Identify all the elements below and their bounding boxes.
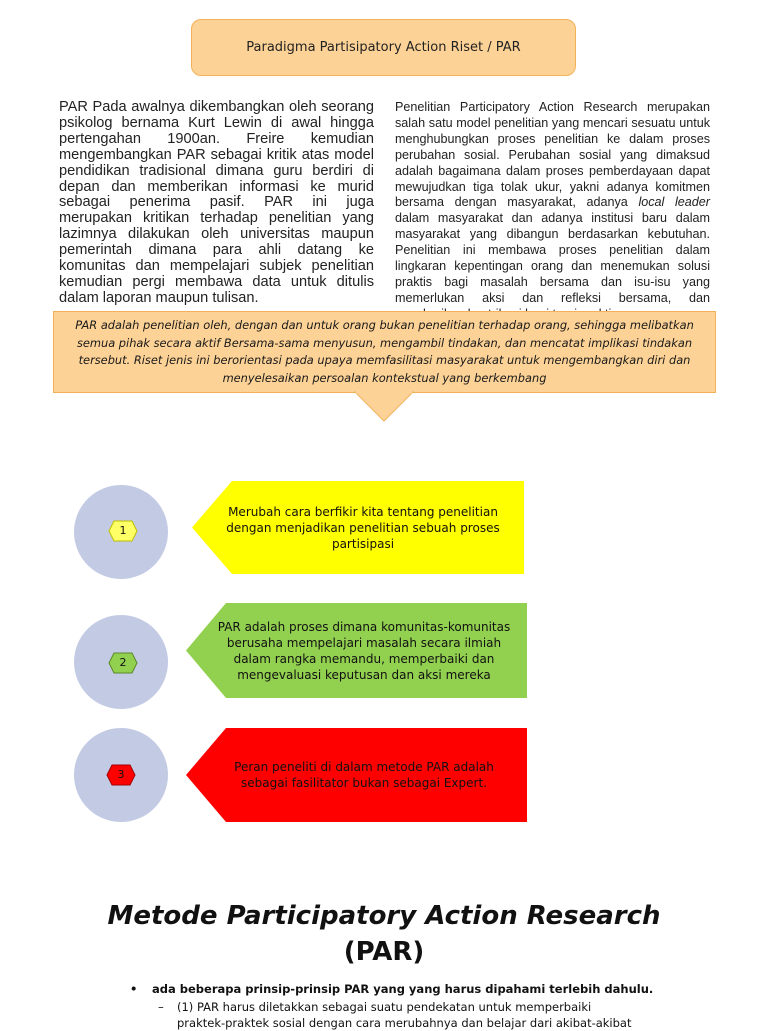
callout-text: PAR adalah penelitian oleh, dengan dan untuk orang bukan penelitian terhadap orang, sehingga melibatkan semua pihak secara aktif Bersama-sama menyusun, mengambil tindakan, dan mencatat implikasi tindakan tersebut. Riset jenis ini berorientasi pada upaya memfasilitasi masyarakat untuk mengembangkan diri dan menyelesaikan persoalan kontekstual yang berkembang [75,318,694,385]
sub-bullet-text [177,999,631,1031]
point-2-text: PAR adalah proses dimana komunitas-komunitas berusaha mempelajari masalah secara ilmiah dalam rangka memandu, memperbaiki dan mengevaluasi keputusan dan aksi mereka [217,619,511,682]
right-paragraph [395,100,710,310]
bullet-icon: • [130,982,138,996]
point-2-arrow [186,603,527,698]
callout-pointer [355,392,413,422]
page-title: Paradigma Partisipatory Action Riset / PAR [246,40,521,55]
dash-icon: – [158,1000,164,1014]
bullet-text: ada beberapa prinsip-prinsip PAR yang yang harus dipahami terlebih dahulu. [152,982,654,996]
section-title-line-2: (PAR) [343,937,425,967]
title-box [191,19,576,76]
point-3-badge [106,764,136,786]
section-title-line-1: Metode Participatory Action Research [107,901,661,931]
point-2-number: 2 [119,656,127,669]
sub-bullet-line-1: (1) PAR harus diletakkan sebagai suatu pendekatan untuk memperbaiki [177,1000,592,1014]
right-paragraph-part-2: dalam masyarakat dan adanya institusi baru dalam masyarakat yang dibangun berdasarkan kebutuhan. Penelitian ini membawa proses penelitian dalam lingkaran kepentingan orang dan menemukan solusi praktis bagi masalah bersama dan isu-isu yang memerlukan aksi dan refleksi bersama, dan [395,211,710,305]
left-paragraph: PAR Pada awalnya dikembangkan oleh seorang psikolog bernama Kurt Lewin di awal hingga pertengahan 1900an. Freire kemudian mengembangkan PAR sebagai kritik atas model pendidikan tradisional dimana guru berdiri di depan dan memberikan informasi ke murid sebagai penerima pasif. PAR ini juga merupakan kritikan terhadap penelitian yang lazimnya dilakukan oleh universitas maupun pemerintah dimana para ahli datang ke komunitas dan mempelajari subjek penelitian kemudian pergi membawa data untuk ditulis dalam laporan maupun tulisan. [59,99,374,306]
point-1-text: Merubah cara berfikir kita tentang penelitian dengan menjadikan penelitian sebuah proses partisipasi [226,504,500,551]
point-3-text: Peran peneliti di dalam metode PAR adalah sebagai fasilitator bukan sebagai Expert. [234,760,494,790]
point-3-arrow [186,728,527,822]
right-paragraph-italic: local leader [638,195,710,210]
sub-bullet-line-2: praktek-praktek sosial dengan cara merubahnya dan belajar dari akibat-akibat [177,1016,632,1030]
point-1-number: 1 [119,524,127,537]
point-3-number: 3 [117,768,125,781]
point-1-badge [108,520,138,542]
right-paragraph-part-1: Penelitian Participatory Action Research merupakan salah satu model penelitian yang mencari sesuatu untuk menghubungkan proses penelitian ke dalam proses perubahan sosial. Perubahan sosial yang dimaksud adalah bagaimana dalam proses pemberdayaan dapat mewujudkan tiga tolak ukur, yakni adanya komitmen bersama dengan masyarakat, adanya [395,100,710,210]
section-title [0,898,768,970]
callout-box [53,311,716,393]
point-2-badge [108,652,138,674]
point-1-arrow [192,481,524,574]
